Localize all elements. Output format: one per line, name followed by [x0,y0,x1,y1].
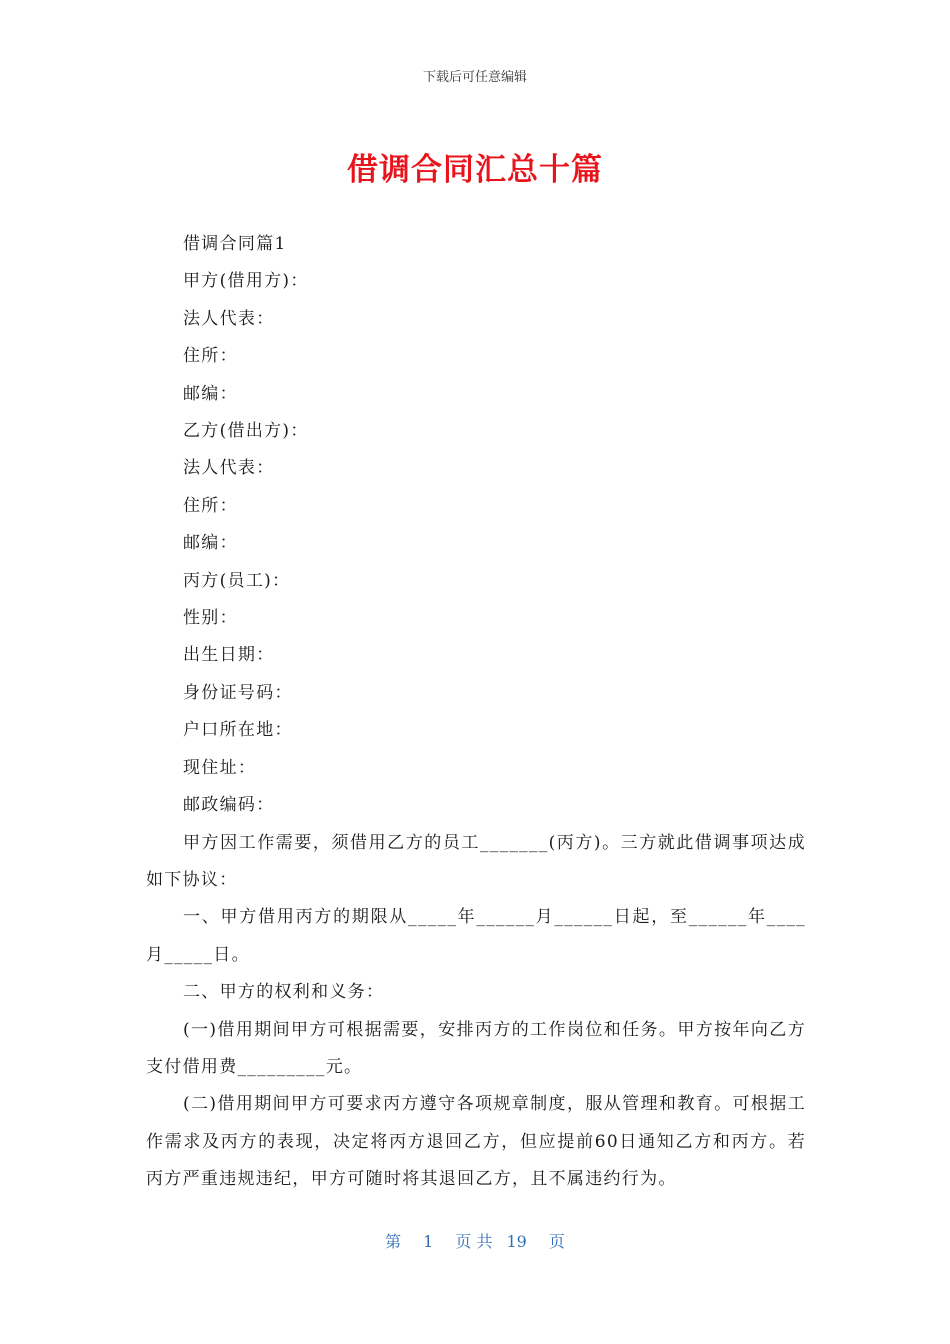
paragraph: 住所： [183,495,238,516]
footer-middle: 页 共 [455,1232,493,1251]
paragraph: 现住址： [183,757,257,778]
paragraph: 住所： [183,346,238,367]
document-title: 借调合同汇总十篇 [347,152,603,188]
paragraph: 甲方(借用方)： [183,271,309,292]
paragraph: 出生日期： [183,645,275,666]
footer-suffix: 页 [548,1232,565,1251]
footer-prefix: 第 [385,1232,402,1251]
paragraph: 二、甲方的权利和义务： [183,982,385,1003]
paragraph: (一)借用期间甲方可根据需要，安排丙方的工作岗位和任务。甲方按年向乙方支付借用费_________元。 [146,1019,806,1077]
paragraph: 乙方(借出方)： [183,421,309,442]
paragraph: 丙方(员工)： [183,570,291,591]
page-footer [0,1229,950,1252]
paragraph: 借调合同篇1 [183,234,287,254]
paragraph: 甲方因工作需要，须借用乙方的员工_______(丙方)。三方就此借调事项达成如下协议： [146,832,806,890]
paragraph: 邮编： [183,383,238,404]
header-note: 下载后可任意编辑 [422,70,527,85]
paragraph: 一、甲方借用丙方的期限从_____年______月______日起，至______年____月_____日。 [146,907,806,965]
paragraph: 邮政编码： [183,795,275,816]
current-page-number: 1 [423,1232,434,1251]
paragraph: 法人代表： [183,458,275,479]
paragraph: 邮编： [183,533,238,554]
paragraph: 法人代表： [183,308,275,329]
paragraph: 户口所在地： [183,720,293,741]
total-pages-number: 19 [506,1232,527,1251]
paragraph: 身份证号码： [183,682,293,703]
document-body [146,226,806,1199]
paragraph: 性别： [183,608,238,629]
paragraph: (二)借用期间甲方可要求丙方遵守各项规章制度，服从管理和教育。可根据工作需求及丙方的表现，决定将丙方退回乙方，但应提前60日通知乙方和丙方。若丙方严重违规违纪，甲方可随时将其退回乙方，且不属违约行为。 [146,1094,806,1190]
